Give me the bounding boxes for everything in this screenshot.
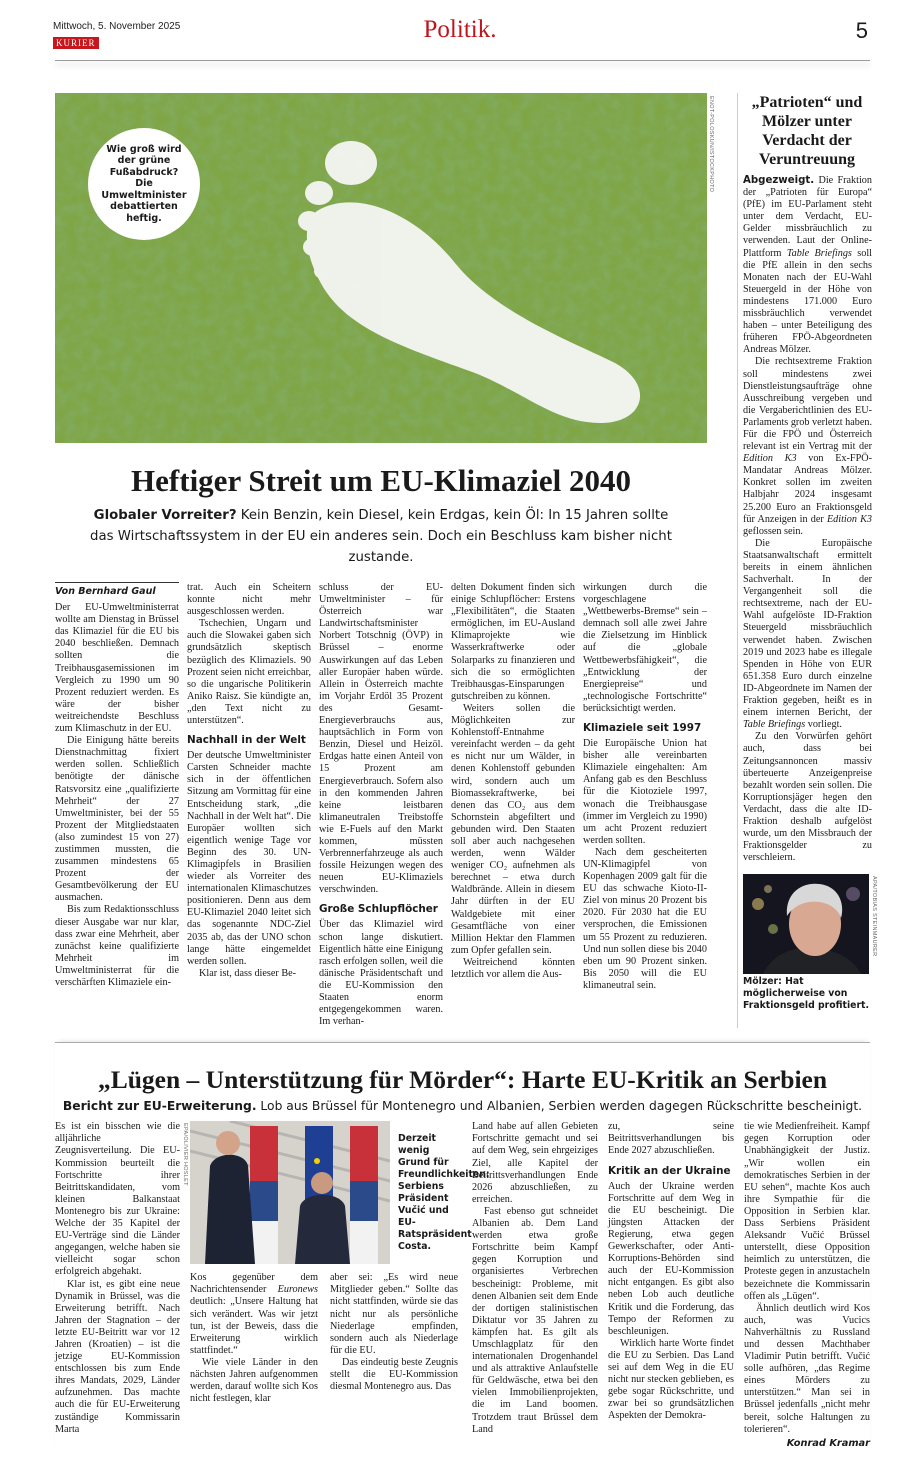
paragraph: Weitreichend könnten letztlich vor allem die Aus-: [451, 956, 575, 980]
article-column: [744, 1121, 870, 1450]
article-column: [472, 1121, 598, 1435]
photo-credit: EPA/OLIVIER HOSLET: [182, 1123, 188, 1187]
subheading: Klimaziele seit 1997: [583, 722, 702, 735]
image-credit: ENOT-POLOSKUN/ISTOCKPHOTO: [708, 96, 714, 193]
page-header: [0, 0, 900, 93]
byline: Von Bernhard Gaul: [55, 582, 179, 598]
article-column: [319, 582, 443, 1028]
paragraph: Land habe auf allen Gebieten Fortschritte gemacht und sei auf dem Weg, sein ehrgeiziges Ziel, alle Kapitel der Beitrittsverhandlungen Ende 2026 abzuschließen, zu erreichen.: [472, 1121, 598, 1205]
paragraph: schluss der EU-Umweltminister – für Österreich war Landwirtschaftsminister Norbert Totschnig (ÖVP) in Brüssel – enorme Auswirkungen auf das Leben aller Europäer haben würde. Allein in Österreich machte im Vorjahr Erdöl 35 Prozent des Gesamt-Energieverbrauchs aus, hauptsächlich in Form von Benzin, Diesel und Heizöl. Erdgas hatte einen Anteil von 15 Prozent am Energieverbrauch. Sofern also in den kommenden Jahren keine leistbaren klimaneutralen Treibstoffe wie E-Fuels auf den Markt kommen, müssten Verbrennerfahrzeuge als auch fossile Heizungen wegen des neuen EU-Klimaziels verschwinden.: [319, 582, 443, 896]
italic-title: Table Briefings: [786, 247, 852, 259]
article-column: [608, 1121, 734, 1422]
text-segment: Die Fraktion der „Patrioten für Europa“ (PfE) im EU-Parlament steht unter dem Verdacht, EU-Gelder missbräuchlich zu verwenden. Laut der Online-Plattform: [743, 175, 872, 259]
paragraph: Weiters sollen die Möglichkeiten zur Kohlenstoff-Entnahme vereinfacht werden – da geht es nicht nur um Wälder, in denen Kohlenstoff gebunden wird, sondern auch um Biomassekraftwerke, bei denen das CO₂ aus dem Schornstein abgefiltert und gebunden wird. Den Staaten soll aber auch nachgesehen werden, wenn Wälder weniger CO₂ aufnehmen als berechnet – etwa durch Waldbrände. Allein in diesem Jahr dürften in der EU Waldgebiete mit einer Gesamtfläche von einer Million Hektar den Flammen zum Opfer gefallen sein.: [451, 702, 575, 956]
paragraph: [743, 175, 872, 356]
text-segment: soll die PfE allein in den sechs Monaten nach der EU-Wahl Steuergeld in der Höhe von mindestens 171.000 Euro missbräuchlich verwendet haben – unter Beteiligung des früheren FPÖ-Abgeordneten Andreas Mölzer.: [743, 247, 872, 356]
article-subtitle: [89, 505, 674, 568]
paragraph: tie wie Medienfreiheit. Kampf gegen Korruption oder Unabhängigkeit der Justiz. „Wir wollen ein demokratisches Serbien in der EU sehen“, machte Kos auch ihre Sympathie für die Opposition in Serbien klar. Dass Serbiens Präsident Aleksandr Vučić Brüssel unterstellt, diese Opposition heimlich zu unterstützen, die Proteste gegen in anzustacheln bezeichnete die Kommissarin offen als „Lügen“.: [744, 1121, 870, 1302]
article-column: [55, 582, 179, 989]
paragraph: Das eindeutig beste Zeugnis stellt die EU-Kommission diesmal Montenegro aus. Das: [330, 1356, 458, 1393]
sidebar: [737, 93, 900, 1028]
photo-credit: APA/TOBIAS STEINMAURER: [871, 876, 877, 957]
article-headline: „Lügen – Unterstützung für Mörder“: Harte EU-Kritik an Serbien: [97, 1065, 828, 1095]
text-segment: geflossen sein.: [743, 525, 803, 537]
text-segment: Kos gegenüber dem Nachrichtensender: [190, 1272, 318, 1296]
paragraph: zu, seine Beitrittsverhandlungen bis Ende 2027 abzuschließen.: [608, 1121, 734, 1157]
second-article: [55, 1042, 870, 1450]
italic-title: Table Briefings: [743, 719, 806, 731]
image-bubble-caption: Wie groß wird der grüne Fußabdruck? Die Umweltminister debattierten heftig.: [88, 128, 200, 240]
figure: [182, 1121, 390, 1264]
photo-and-columns: [182, 1121, 490, 1405]
section-title: Politik.: [423, 16, 497, 43]
paragraph: Ähnlich deutlich wird Kos auch, was Vucics Nahverhältnis zu Russland und dessen Machthaber Vladimir Putin betrifft. Vučić solle aufhören, „das Regime eines Mörders zu unterstützen.“ Man sei in Brüssel jedenfalls „nicht mehr bereit, solche Haltungen zu tolerieren“.: [744, 1302, 870, 1435]
paragraph: [743, 356, 872, 537]
paragraph: Wirklich harte Worte findet die EU zu Serbien. Das Land sei auf dem Weg in die EU nicht nur stecken geblieben, es gebe sogar Rückschritte, und zwar bei so grundsätzlichen Aspekten der Demokra-: [608, 1337, 734, 1422]
paragraph: Klar ist, dass dieser Be-: [199, 967, 297, 979]
paragraph: Der EU-Umweltministerrat wollte am Dienstag in Brüssel das Klimaziel für die EU bis 2040 beschließen. Demnach sollten die Treibhausgasemissionen im Vergleich zu 1990 um 90 Prozent reduziert werden. Es wäre der bisher weitreichendste Beschluss zum Klimaschutz in der EU.: [55, 602, 179, 735]
subtitle-lead: Bericht zur EU-Erweiterung.: [62, 1099, 257, 1114]
subheading: Große Schlupflöcher: [319, 903, 438, 916]
paragraph: Klar ist, es gibt eine neue Dynamik in Brüssel, was die Erweiterung betrifft. Nach Jahren der Stagnation – der letzte EU-Beitritt war vor 12 Jahren (Kroatien) – ist die jetzige EU-Kommission entschlossen bis zum Ende ihres Mandats, 2029, Länder aufzunehmen. Das machte auch die für EU-Erweiterung zuständige Kommissarin Marta: [55, 1278, 180, 1435]
paragraph: Nach dem gescheiterten UN-Klimagipfel von Kopenhagen 2009 galt für die EU das schwache Kioto-II-Ziel von minus 20 Prozent bis 2020. Für 2030 hat die EU versprochen, die Emissionen um 55 Prozent zu reduzieren. Und nun sollen diese bis 2040 eben um 90 Prozent sinken. Bis 2050 will die EU klimaneutral sein.: [583, 846, 707, 991]
text-segment: vorliegt.: [805, 719, 842, 731]
subtitle-text: Lob aus Brüssel für Montenegro und Albanien, Serbien werden dagegen Rückschritte bescheinigt.: [256, 1099, 863, 1114]
italic-title: Euronews: [277, 1284, 318, 1296]
paragraph: Die Einigung hätte bereits Dienstnachmittag fixiert werden sollen. Schließlich benötigte der dänische Ratsvorsitz eine „qualifizierte Mehrheit“ der 27 Umweltminister, bei der 55 Prozent der Mitgliedstaaten (also zumindest 15 von 27) zustimmen mussten, die zusammen mindestens 65 Prozent der Gesamtbevölkerung der EU ausmachen.: [55, 735, 179, 904]
paragraph: [743, 538, 872, 732]
paragraph: Wie viele Länder in den nächsten Jahren aufgenommen werden, darauf wollte sich Kos nicht festlegen, klar: [190, 1356, 318, 1405]
paragraph: Fast ebenso gut schneidet Albanien ab. Dem Land werden etwa große Fortschritte beim Kampf gegen Korruption und organisiertes Verbrechen bescheinigt: Probleme, mit denen Albanien seit dem Ende der dortigen stalinistischen Diktatur vor 35 Jahren zu kämpfen hat. Es gilt als Umschlagplatz für den internationalen Drogenhandel und als attraktive Anlaufstelle für Geldwäsche, etwa bei den vielen Immobilienprojekten, die im Land boomen. Trotzdem traut Brüssel dem Land: [472, 1205, 598, 1435]
article-columns: [55, 582, 707, 1028]
moelzer-photo: [743, 874, 869, 974]
paragraph: delten Dokument finden sich einige Schlupflöcher: Erstens „Flexibilitäten“, die Staaten ermöglichen, im EU-Ausland Klimaprojekte wie Wasserkraftwerke oder Solarparks zu finanzieren und sich die so ermöglichten Treibhausgas-Einsparungen gutschreiben zu können.: [451, 582, 575, 702]
vucic-costa-photo: [190, 1121, 390, 1264]
article-column: [55, 1121, 180, 1435]
paragraph: Auch der Ukraine werden Fortschritte auf dem Weg in die EU bescheinigt. Die jüngsten Attacken der Regierung, etwa gegen Gewerkschafter, oder Anti-Korruptions-Behörden sind auch der EU-Kommission nicht entgangen. Es gibt also neben Lob auch deutliche Kritik und die Forderung, das Tempo der Reformen zu beschleunigen.: [608, 1180, 734, 1337]
sidebar-headline: „Patrioten“ und Mölzer unter Verdacht der Veruntreuung: [751, 94, 863, 168]
issue-date: Mittwoch, 5. November 2025: [53, 21, 181, 32]
paragraph: Über das Klimaziel wird schon lange diskutiert. Eigentlich hätte eine Einigung rasch erfolgen sollen, weil die dänische Präsidentschaft und die EU-Kommission den Staaten enorm entgegengekommen waren. Im verhan-: [319, 919, 443, 1028]
article-subtitle: [40, 1099, 885, 1113]
photo-caption: Derzeit wenig Grund für Freundlichkeiten: Serbiens Präsident Vučić und EU-Ratspräsident Costa.: [398, 1132, 490, 1252]
article-column: [187, 582, 311, 980]
article-column: [190, 1272, 318, 1405]
main-article: [55, 93, 714, 1028]
sidebar-figure: [743, 874, 877, 1012]
article-columns: [55, 1121, 870, 1450]
article-column: [451, 582, 575, 981]
article-column: [330, 1272, 458, 1393]
paragraph: trat. Auch ein Scheitern konnte nicht mehr ausgeschlossen werden.: [187, 582, 311, 618]
author-signature: Konrad Kramar: [786, 1437, 870, 1449]
subheading: Kritik an der Ukraine: [608, 1164, 731, 1177]
paragraph: Tschechien, Ungarn und auch die Slowakei gaben sich grundsätzlich skeptisch bezüglich des Klimaziels. 90 Prozent seien nicht erreichbar, so die ungarische Politikerin Aniko Raisz. Sie kündigte an, „den Text nicht zu unterstützen“.: [187, 618, 311, 727]
lead-word: Abgezweigt.: [743, 175, 815, 186]
photo-caption: Mölzer: Hat möglicherweise von Fraktionsgeld profitiert.: [743, 976, 870, 1012]
paragraph: Bis zum Redaktionsschluss dieser Ausgabe war nur klar, dass zwar eine Mehrheit, aber zunächst keine qualifizierte Mehrheit im Umweltministerrat für die verschärften Klimaziele ein-: [55, 904, 179, 988]
italic-title: Edition K3: [743, 453, 797, 465]
article-headline: Heftiger Streit um EU-Klimaziel 2040: [131, 463, 631, 498]
header-divider: [55, 60, 870, 61]
paragraph: wirkungen durch die vorgeschlagene „Wettbewerbs-Bremse“ sein – demnach soll alle zwei Jahre die Zielsetzung im Hinblick auf die „globale Wettbewerbsfähigkeit“, die „Entwicklung der Energiepreise“ und „technologische Fortschritte“ berücksichtigt werden.: [583, 582, 707, 714]
paragraph: [190, 1272, 318, 1357]
text-segment: Die Europäische Staatsanwaltschaft ermittelt bereits in einem ähnlichen Sachverhalt. In der Vergangenheit soll die rechtsextreme, nach der EU-Wahl aufgelöste ID-Fraktion Steuergeld missbräuchlich verwendet haben. Zwischen 2019 und 2023 habe es illegale Spenden in Höhe von EUR 651.358 Euro durch einzelne ID-Abgeordnete im Namen der Fraktion gegeben, heißt es in einem internen Bericht, der: [743, 537, 872, 719]
article-columns: [190, 1272, 462, 1405]
top-region: [55, 93, 877, 1028]
paragraph: Die Europäische Union hat bisher alle vereinbarten Klimaziele eingehalten: Am Anfang gab es den Beschluss für die Kiotoziele 1997, wonach die Treibhausgase (immer im Vergleich zu 1990) um acht Prozent reduziert werden sollten.: [583, 738, 707, 846]
subtitle-lead: Globaler Vorreiter?: [93, 508, 237, 523]
text-segment: von Ex-FPÖ-Mandatar Andreas Mölzer. Konkret sollen im zweiten Halbjahr 2024 insgesamt 25.200 Euro an Fraktionsgeld für Anzeigen in der: [743, 453, 872, 525]
paragraph: Der deutsche Umweltminister Carsten Schneider machte sich in der öffentlichen Sitzung am Vormittag für eine Entscheidung stark, „die Nachhall in der Welt hat“. Die Europäer wollten sich eigentlich wenige Tage vor Beginn des 30. UN-Klimagipfels in Brasilien wieder als Vorreiter des internationalen Klimaschutzes positionieren. Denn aus dem EU-Klimaziel 2040 leitet sich das sogenannte NDC-Ziel 2035 ab, das der UNO schon lange hätte eingemeldet werden sollen.: [187, 750, 311, 967]
photo-with-caption: [182, 1121, 490, 1264]
page-number: 5: [855, 18, 868, 43]
text-segment: deutlich: „Unsere Haltung hat sich verändert. Was wir jetzt tun, ist der Beweis, dass die Erweiterung wirklich stattfindet.“: [190, 1296, 318, 1356]
hero-figure: [55, 93, 714, 443]
article-column: [583, 582, 707, 992]
italic-title: Edition K3: [826, 513, 872, 525]
kurier-logo: KURIER: [53, 37, 99, 49]
subtitle-text: Kein Benzin, kein Diesel, kein Erdgas, kein Öl: In 15 Jahren sollte das Wirtschaftssystem in der EU ein anderes sein. Doch ein Beschluss kam bisher nicht zustande.: [90, 508, 672, 565]
paragraph: Es ist ein bisschen wie die alljährliche Zeugnisverteilung. Die EU-Kommission beurteilt die Fortschritte ihrer Beitrittskandidaten, vom kleinen Balkanstaat Montenegro bis zur Ukraine: Welche der 35 Kapitel der EU-Verträge sind die Länder angegangen, welche haben sie vielleicht sogar schon erfolgreich abgehakt.: [55, 1121, 180, 1278]
subheading: Nachhall in der Welt: [187, 734, 306, 747]
paragraph: aber sei: „Es wird neue Mitglieder geben.“ Sollte das nicht stattfinden, würde sie das nicht nur als persönliche Niederlage empfinden, sondern auch als Niederlage für die EU.: [330, 1272, 458, 1356]
sidebar-text: [743, 175, 872, 864]
text-segment: Die rechtsextreme Fraktion soll mindestens zwei Dienstleistungsaufträge ohne Ausschreibung vergeben und die Vergaberichtlinien des EU-Parlaments grob verletzt haben. Für die FPÖ und Österreich relevant ist ein Vertrag mit der: [743, 356, 872, 453]
paragraph: Zu den Vorwürfen gehört auch, dass bei Zeitungsannoncen massiv überteuerte Anzeigenpreise bezahlt worden sein sollen. Die Korruptionsjäger hegen den Verdacht, dass die alte ID-Fraktion deshalb aufgelöst wurde, um den Missbrauch der Fraktionsgelder zu verschleiern.: [743, 731, 872, 864]
